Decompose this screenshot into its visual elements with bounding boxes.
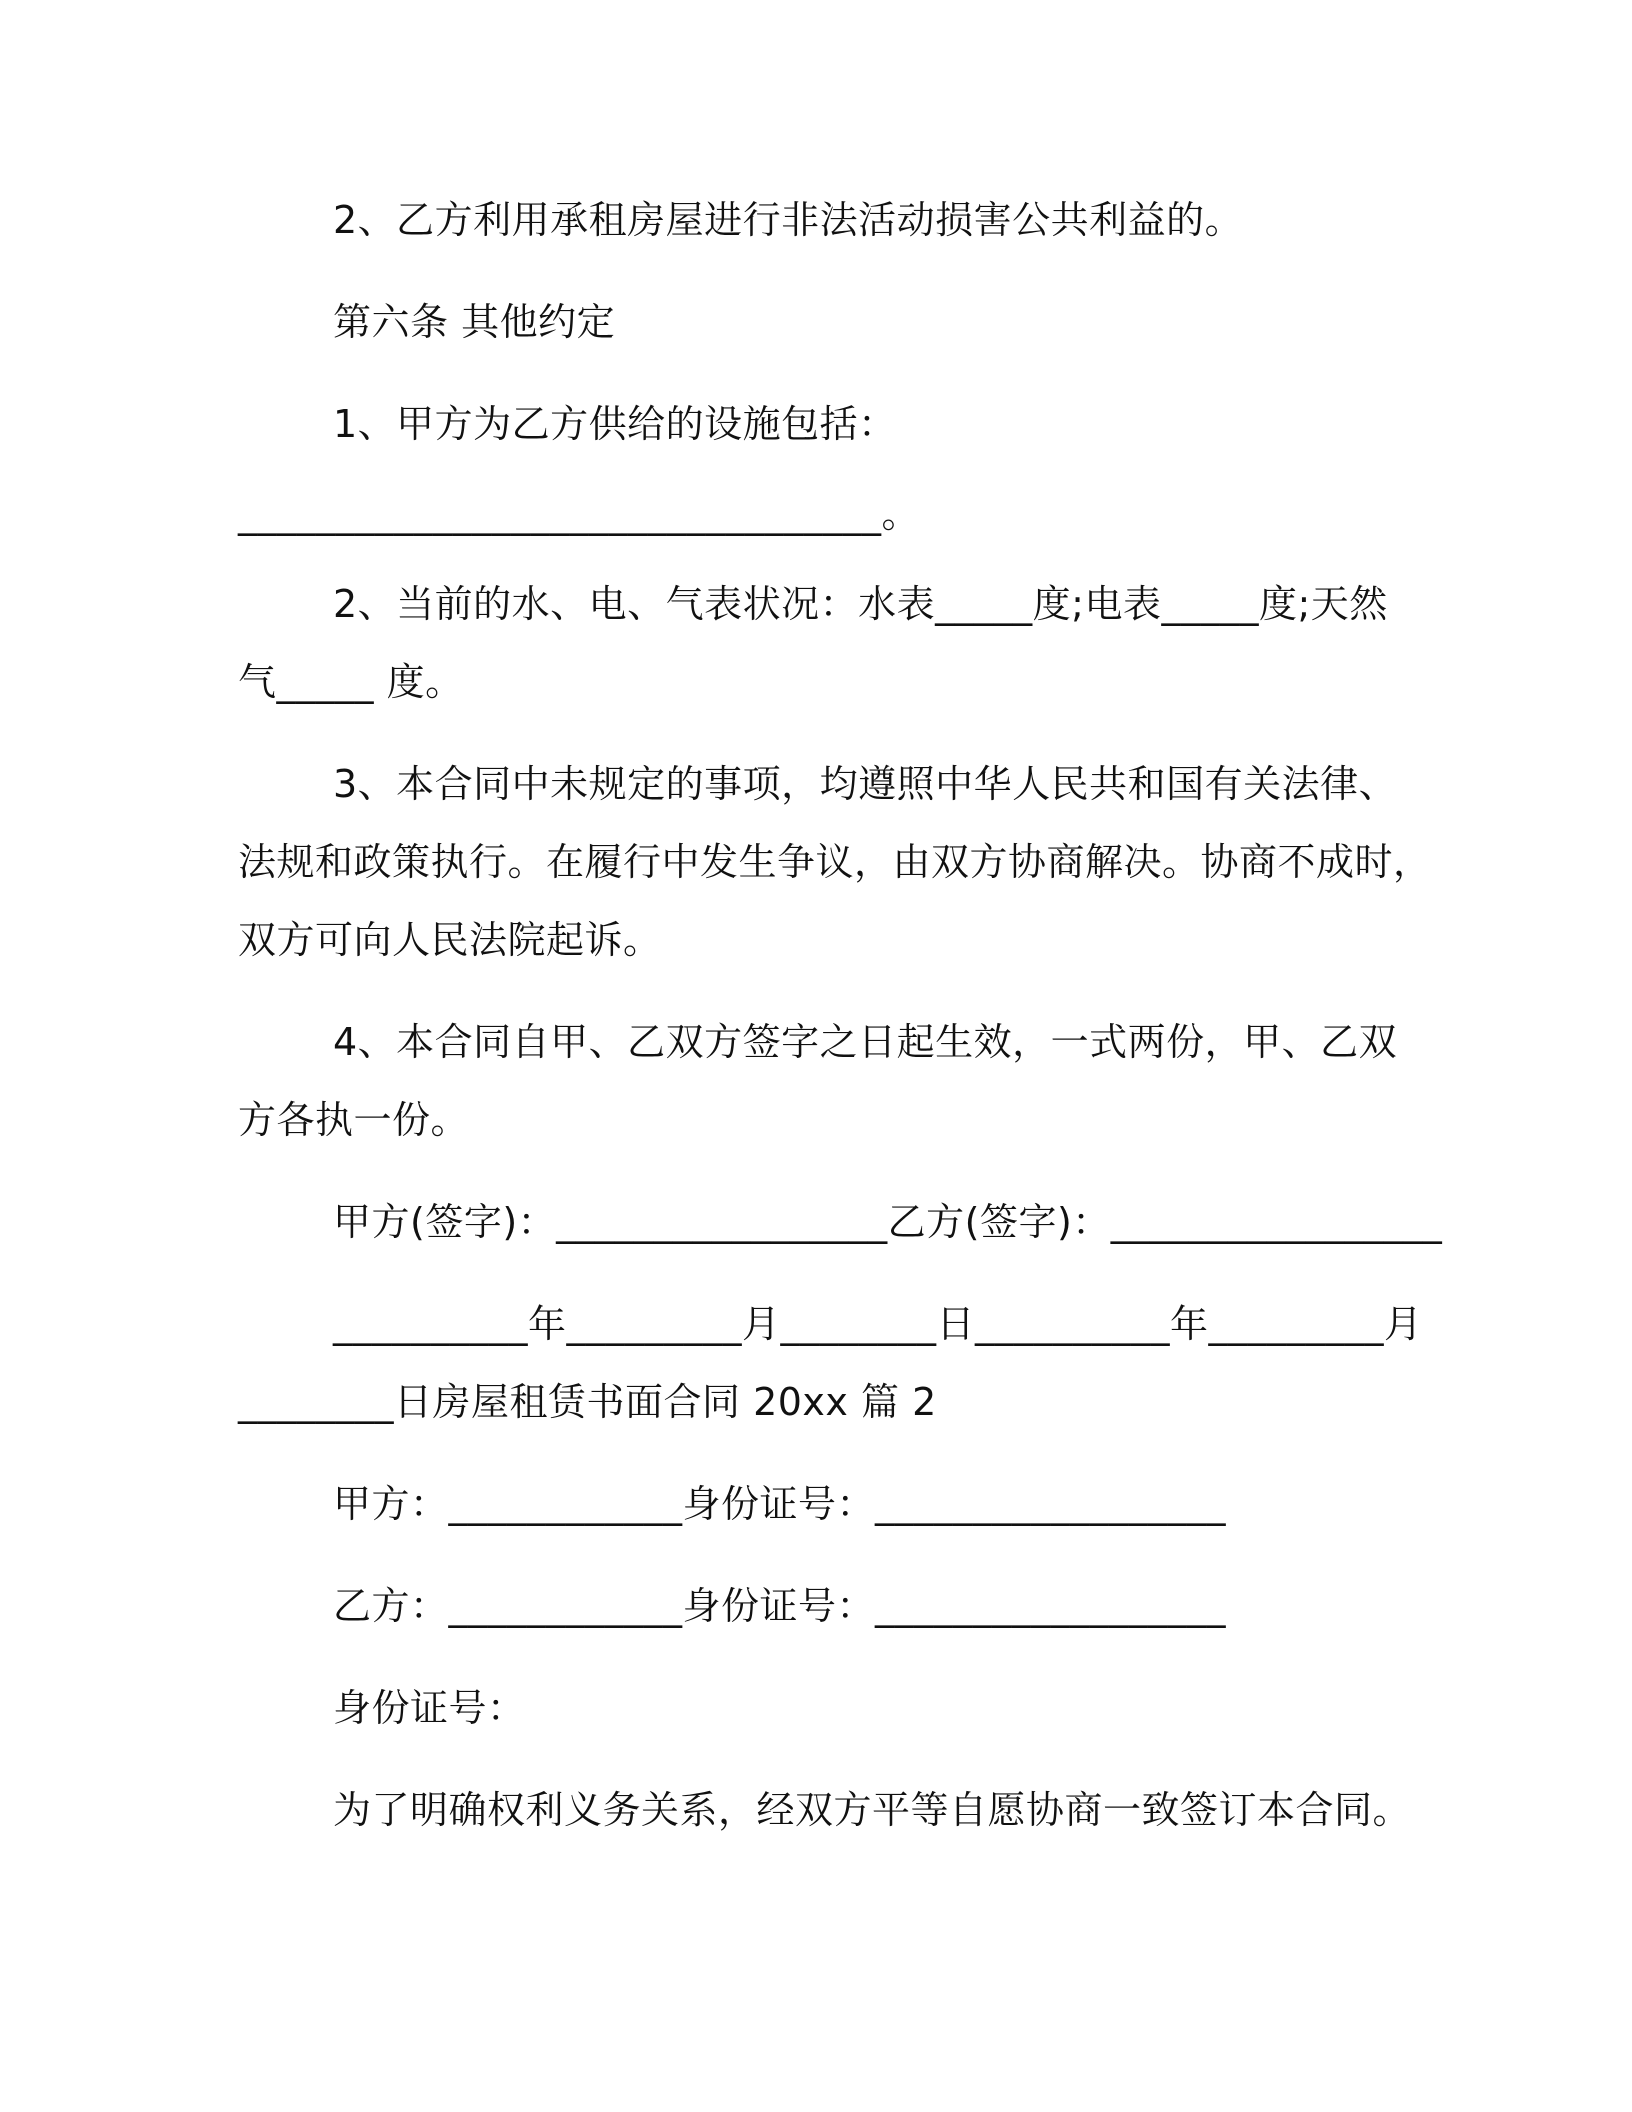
clause-6-item-3-line-1: 3、本合同中未规定的事项，均遵照中华人民共和国有关法律、 [333,762,1398,806]
party-b-line: 乙方：____________身份证号：__________________ [333,1584,1227,1628]
clause-6-item-2-line-2: 气_____ 度。 [238,660,464,704]
date-line-1: __________年_________月________日__________年_________月 [333,1302,1423,1346]
date-line-2-and-title: ________日房屋租赁书面合同 20xx 篇 2 [238,1380,937,1424]
preamble-line: 为了明确权利义务关系，经双方平等自愿协商一致签订本合同。 [333,1788,1412,1832]
party-a-line: 甲方：____________身份证号：__________________ [333,1482,1227,1526]
facilities-blank-line: _________________________________。 [238,492,921,536]
article-6-heading: 第六条 其他约定 [333,300,616,344]
signature-line: 甲方(签字)：_________________乙方(签字)：_________________ [333,1200,1443,1244]
clause-6-item-4-line-1: 4、本合同自甲、乙双方签字之日起生效，一式两份，甲、乙双 [333,1020,1398,1064]
clause-5-item-2: 2、乙方利用承租房屋进行非法活动损害公共利益的。 [333,198,1244,242]
clause-6-item-1: 1、甲方为乙方供给的设施包括： [333,402,897,446]
clause-6-item-4-line-2: 方各执一份。 [238,1098,470,1142]
clause-6-item-3-line-3: 双方可向人民法院起诉。 [238,918,662,962]
clause-6-item-3-line-2: 法规和政策执行。在履行中发生争议，由双方协商解决。协商不成时， [238,840,1432,884]
id-number-line: 身份证号： [333,1686,526,1730]
clause-6-item-2-line-1: 2、当前的水、电、气表状况：水表_____度;电表_____度;天然 [333,582,1388,626]
